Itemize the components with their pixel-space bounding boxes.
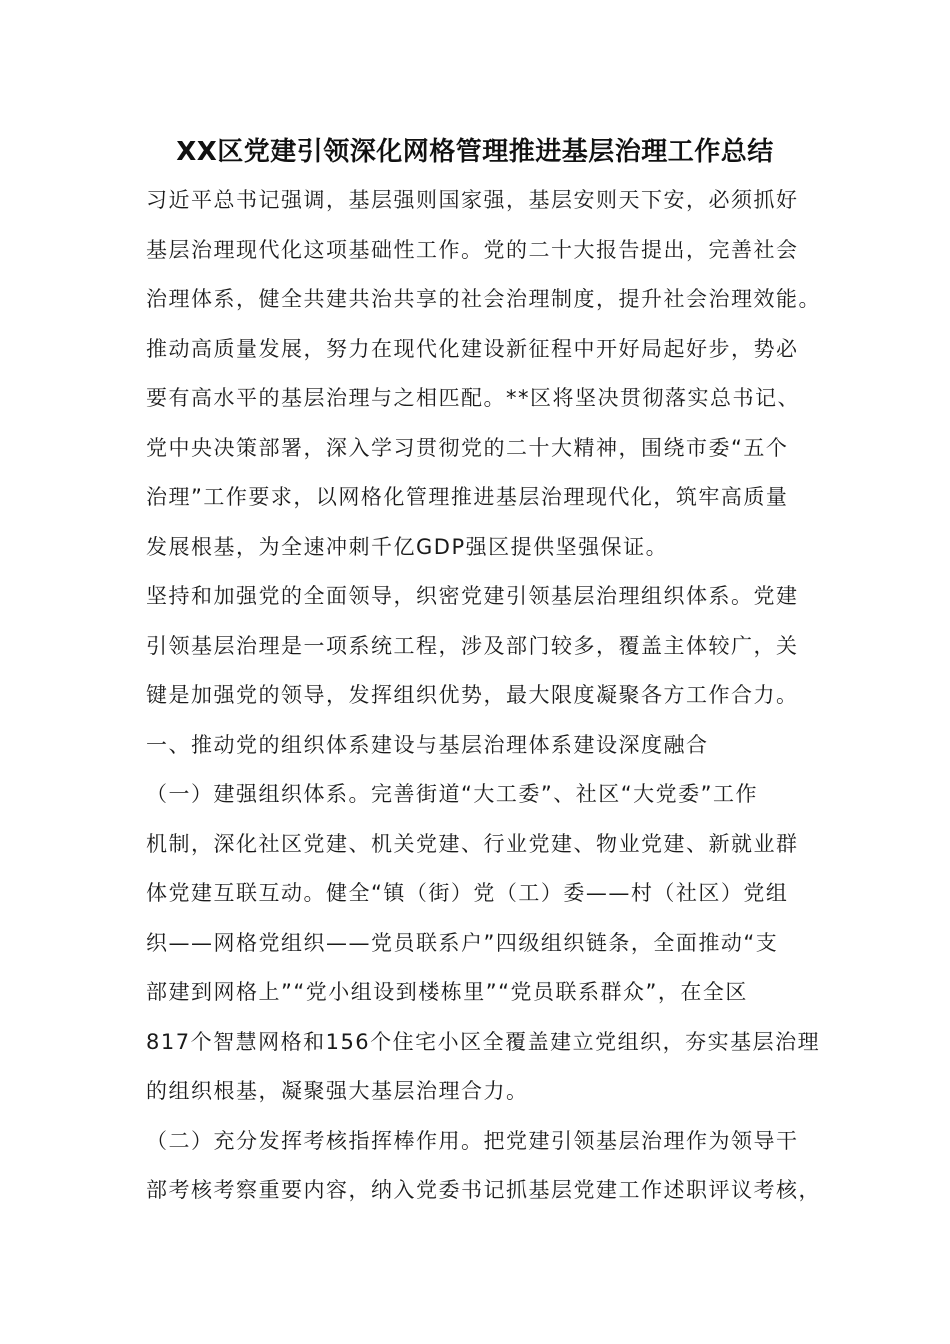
text-line: （二）充分发挥考核指挥棒作用。把党建引领基层治理作为领导干 [146,1128,799,1153]
text-line: （一）建强组织体系。完善街道“大工委”、社区“大党委”工作 [146,782,759,806]
text-line: 机制，深化社区党建、机关党建、行业党建、物业党建、新就业群 [146,831,799,856]
text-line: 推动高质量发展，努力在现代化建设新征程中开好局起好步，势必 [146,336,799,361]
text-line: 治理”工作要求，以网格化管理推进基层治理现代化，筑牢高质量 [146,485,789,509]
text-line: 体党建互联互动。健全“镇（街）党（工）委——村（社区）党组 [146,881,789,905]
text-line: 习近平总书记强调，基层强则国家强，基层安则天下安，必须抓好 [146,188,799,212]
text-line: 要有高水平的基层治理与之相匹配。**区将坚决贯彻落实总书记、 [146,386,800,410]
text-line: 部建到网格上”“党小组设到楼栋里”“党员联系群众”，在全区 [146,980,748,1004]
text-line: 的组织根基，凝聚强大基层治理合力。 [146,1079,529,1103]
text-line: 坚持和加强党的全面领导，织密党建引领基层治理组织体系。党建 [146,584,799,608]
text-line: 基层治理现代化这项基础性工作。党的二十大报告提出，完善社会 [146,237,799,262]
document-body [146,182,822,1222]
text-line: 817个智慧网格和156个住宅小区全覆盖建立党组织，夯实基层治理 [146,1029,821,1054]
text-line: 织——网格党组织——党员联系户”四级组织链条，全面推动“支 [146,930,779,955]
text-line: 治理体系，健全共建共治共享的社会治理制度，提升社会治理效能。 [146,287,821,311]
text-line: 键是加强党的领导，发挥组织优势，最大限度凝聚各方工作合力。 [146,683,799,707]
text-line: 引领基层治理是一项系统工程，涉及部门较多，覆盖主体较广，关 [146,633,799,658]
document-title: XX区党建引领深化网格管理推进基层治理工作总结 [176,137,774,167]
text-line: 发展根基，为全速冲刺千亿GDP强区提供坚强保证。 [146,534,669,559]
text-line: 部考核考察重要内容，纳入党委书记抓基层党建工作述职评议考核， [146,1178,821,1202]
section-heading: 一、推动党的组织体系建设与基层治理体系建设深度融合 [146,732,709,757]
text-line: 党中央决策部署，深入学习贯彻党的二十大精神，围绕市委“五个 [146,435,789,460]
